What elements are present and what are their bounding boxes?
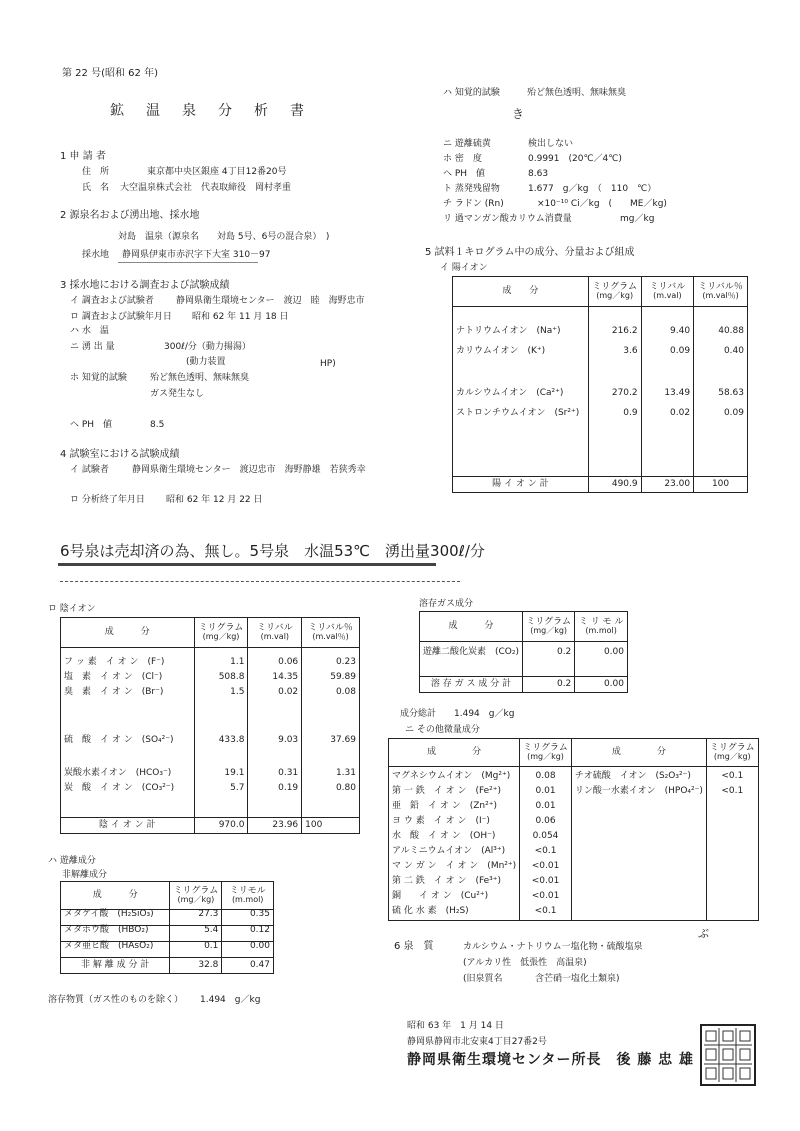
field-ph: 8.5 (150, 420, 165, 430)
table-row: マグネシウムイオン (Mg²⁺) (392, 771, 511, 781)
radon: ×10⁻¹⁰ Ci／kg ( ME／kg) (528, 199, 667, 209)
cation-header-mg-unit: (mg／kg) (596, 290, 634, 300)
table-cell: 0.23 (335, 657, 356, 667)
section1-heading: 1 申 請 者 (60, 151, 106, 162)
lab-sensory: 殆ど無色透明、無味無臭 (527, 88, 627, 98)
free-sulfur: 検出しない (528, 139, 574, 149)
anion-header-mval: ミリバル (256, 622, 293, 633)
table-row: アルミニウムイオン (Al³⁺) (392, 846, 506, 856)
table-cell: 0.12 (222, 926, 274, 942)
old-quality: 含芒硝一塩化土類泉) (535, 974, 620, 984)
gas-total-mg: 0.2 (523, 677, 575, 693)
field-date-label: ロ 調査および試験年月日 (70, 312, 172, 322)
table-row: メタ亜ヒ酸 (HAsO₂) (61, 942, 170, 958)
applicant-name: 大空温泉株式会社 代表取締役 岡村孝重 (120, 183, 292, 193)
cation-label: イ 陽イオン (440, 263, 488, 273)
table-cell: 0.02 (278, 687, 299, 697)
official-seal (700, 1024, 756, 1086)
table-cell: 0.80 (335, 783, 356, 793)
document-number: 第 22 号(昭和 62 年) (62, 68, 158, 79)
table-row: メタケイ酸 (H₂SiO₃) (61, 910, 170, 926)
field-tester: 静岡県衛生環境センター 渡辺 睦 海野忠市 (176, 296, 365, 306)
table-cell: 0.01 (535, 786, 556, 796)
spring-source-name: 対島 温泉（源泉名 対島 5号、6号の混合泉） ) (118, 232, 330, 242)
anion-total-pct: 100 (302, 818, 360, 834)
table-cell: 270.2 (611, 388, 638, 398)
table-row: チオ硫酸 イオン (S₂O₃²⁻) (574, 771, 691, 781)
cation-header-mvalpct-unit: (m.val％) (702, 290, 739, 300)
free-sulfur-label: ニ 遊離硫黄 (443, 139, 491, 149)
table-cell: 0.09 (670, 346, 691, 356)
undissociated-label: 非解離成分 (62, 870, 108, 880)
table-cell: 0.06 (278, 657, 299, 667)
undissociated-header-mmol: ミリモル (229, 885, 266, 896)
table-cell: 0.02 (670, 408, 691, 418)
anion-total-mg: 970.0 (194, 818, 248, 834)
table-cell: 0.054 (532, 831, 559, 841)
anion-header-mval-unit: (m.val) (260, 631, 290, 641)
applicant-address-label: 住 所 (82, 167, 110, 177)
spring-quality: カルシウム・ナトリウム一塩化物・硫酸塩泉 (463, 942, 643, 952)
anion-label: ロ 陰イオン (48, 604, 96, 614)
table-cell: <0.01 (531, 891, 560, 901)
gas-generation: ガス発生なし (150, 389, 205, 399)
seal-grid-icon (702, 1026, 754, 1084)
table-row: 炭 酸 イ オ ン (CO₃²⁻) (64, 783, 175, 793)
section4-heading: 4 試験室における試験成績 (60, 449, 180, 460)
sampling-location: 静岡県伊東市赤沢字下大室 310－97 (122, 250, 271, 260)
cation-total-mval: 23.00 (641, 477, 693, 493)
table-cell: 27.3 (170, 910, 222, 926)
kmno4-consumption: mg／kg (620, 214, 655, 224)
table-cell: <0.1 (534, 906, 557, 916)
dissolved-gas-label: 溶存ガス成分 (419, 599, 474, 609)
margin-mark: き (512, 107, 525, 121)
gas-header-mmol-unit: (m.mol) (585, 625, 617, 635)
anion-header-mg: ミリグラム (198, 622, 244, 633)
table-row: フ ッ 素 イ オ ン (F⁻) (64, 657, 165, 667)
table-cell: 37.69 (330, 735, 356, 745)
table-cell: 58.63 (718, 388, 744, 398)
flow-rate: 300ℓ/分（動力揚湯） (164, 342, 251, 352)
gas-header-mmol: ミ リ モ ル (578, 616, 624, 627)
cation-header-mval-unit: (m.val) (653, 290, 682, 300)
table-row: 第 一 鉄 イ オ ン (Fe²⁺) (392, 786, 502, 796)
lab-sensory-label: ハ 知覚的試験 (443, 88, 500, 98)
table-cell: 0.2 (523, 642, 575, 677)
table-cell: 19.1 (224, 768, 245, 778)
anion-total-mval: 23.96 (248, 818, 302, 834)
cation-total-mg: 490.9 (588, 477, 641, 493)
trace-components-table (388, 738, 759, 921)
table-cell: 0.08 (335, 687, 356, 697)
gas-total-mmol: 0.00 (575, 677, 628, 693)
spring-quality-label: 6 泉 質 (394, 941, 434, 952)
density-label: ホ 密 度 (443, 154, 482, 164)
trace-header-mg-unit-left: (mg／kg) (527, 751, 564, 761)
density: 0.9991 (20℃／4℃) (528, 154, 622, 164)
table-cell: <0.1 (534, 846, 557, 856)
trace-header-component-right: 成 分 (571, 739, 706, 767)
trace-header-mg-right: ミリグラム (709, 742, 755, 753)
total-components: 成分総計 1.494 g／kg (400, 709, 515, 719)
undissociated-header-mg-unit: (mg／kg) (177, 894, 215, 904)
table-cell: 1.1 (230, 657, 245, 667)
lab-ph-label: ヘ PH 値 (443, 169, 486, 179)
table-cell: 0.08 (535, 771, 556, 781)
table-cell: 0.06 (535, 816, 556, 826)
document-title: 鉱温泉分析書 (110, 103, 326, 119)
sensory-test: 殆ど無色透明、無味無臭 (150, 373, 250, 383)
trace-header-component-left: 成 分 (389, 739, 520, 767)
table-row: メタホウ酸 (HBO₂) (61, 926, 170, 942)
table-cell: 9.03 (278, 735, 299, 745)
field-ph-label: ヘ PH 値 (70, 420, 113, 430)
table-row: 塩 素 イ オ ン (Cl⁻) (64, 672, 163, 682)
evaporation-residue: 1.677 g／kg （ 110 ℃） (528, 184, 657, 194)
table-row: 硫 化 水 素 (H₂S) (392, 906, 469, 916)
gas-header-component: 成 分 (420, 612, 523, 642)
cation-total-pct: 100 (694, 477, 748, 493)
sampling-location-label: 採水地 (82, 250, 110, 260)
table-cell: 0.31 (278, 768, 299, 778)
table-row: ストロンチウムイオン (Sr²⁺) (456, 408, 580, 418)
table-cell: 216.2 (611, 326, 638, 336)
field-date: 昭和 62 年 11 月 18 日 (192, 312, 289, 322)
lab-tester: 静岡県衛生環境センター 渡辺忠市 海野静雄 若狭秀幸 (132, 465, 366, 475)
table-cell: 508.8 (218, 672, 245, 682)
table-row: カリウムイオン (K⁺) (456, 346, 546, 356)
table-cell: 9.40 (670, 326, 691, 336)
trace-header-mg-left: ミリグラム (523, 742, 568, 753)
table-cell: 1.31 (335, 768, 356, 778)
undissociated-header-mmol-unit: (m.mol) (231, 894, 264, 904)
table-cell: <0.1 (721, 786, 744, 796)
free-components-label: ハ 遊離成分 (48, 856, 96, 866)
table-cell: 0.40 (723, 346, 744, 356)
issue-date: 昭和 63 年 1 月 14 日 (407, 1021, 504, 1031)
gas-header-mg: ミリグラム (526, 616, 572, 627)
undissociated-total-label: 非 解 離 成 分 計 (61, 958, 170, 974)
cation-table (452, 276, 748, 493)
table-row: 第 二 鉄 イ オ ン (Fe³⁺) (392, 876, 502, 886)
field-tester-label: イ 調査および試験者 (70, 296, 154, 306)
evaporation-residue-label: ト 蒸発残留物 (443, 184, 500, 194)
undissociated-header-mg: ミリグラム (173, 885, 219, 896)
applicant-name-label: 氏 名 (82, 183, 110, 193)
gas-header-mg-unit: (mg／kg) (530, 625, 568, 635)
table-row: 臭 素 イ オ ン (Br⁻) (64, 687, 164, 697)
table-cell: 13.49 (664, 388, 691, 398)
anion-header-mvalpct: ミリバル％ (308, 622, 353, 633)
trace-header-mg-unit-right: (mg／kg) (713, 751, 751, 761)
trace-components-label: ニ その他微量成分 (405, 725, 480, 735)
power-unit: (動力装置 (186, 357, 226, 367)
table-cell: <0.01 (531, 861, 560, 871)
table-cell: 0.35 (222, 910, 274, 926)
table-cell: <0.01 (531, 876, 560, 886)
table-row: 遊離二酸化炭素 (CO₂) (420, 642, 523, 677)
gas-total-label: 溶 存 ガ ス 成 分 計 (420, 677, 523, 693)
analysis-date-label: ロ 分析終了年月日 (70, 495, 145, 505)
sensory-test-label: ホ 知覚的試験 (70, 373, 127, 383)
cation-header-component: 成 分 (453, 277, 589, 307)
table-cell: 0.9 (623, 408, 638, 418)
section3-heading: 3 採水地における調査および試験成績 (60, 280, 230, 291)
table-cell: <0.1 (721, 771, 744, 781)
water-temp-label: ハ 水 温 (70, 326, 109, 336)
dissolved-matter-label: 溶存物質（ガス性のものを除く） (48, 995, 184, 1005)
anion-header-mg-unit: (mg／kg) (202, 631, 240, 641)
lab-tester-label: イ 試験者 (70, 465, 109, 475)
spring-quality-sub: (アルカリ性 低張性 高温泉) (463, 958, 587, 968)
dissolved-matter: 1.494 g／kg (200, 995, 261, 1005)
table-row: 硫 酸 イ オ ン (SO₄²⁻) (64, 735, 174, 745)
table-cell: 0.09 (723, 408, 744, 418)
table-row: カルシウムイオン (Ca²⁺) (456, 388, 564, 398)
table-row: 亜 鉛 イ オ ン (Zn²⁺) (392, 801, 497, 811)
table-row: マ ン ガ ン イ オ ン (Mn²⁺) (392, 861, 517, 871)
table-cell: 59.89 (330, 672, 356, 682)
kmno4-consumption-label: リ 過マンガン酸カリウム消費量 (443, 214, 572, 224)
handwritten-note: 6号泉は売却済の為、無し。5号泉 水温53℃ 湧出量300ℓ/分 (60, 542, 485, 560)
table-row: 炭酸水素イオン (HCO₃⁻) (64, 768, 172, 778)
table-cell: 0.00 (575, 642, 628, 677)
table-cell: 0.00 (222, 942, 274, 958)
anion-header-component: 成 分 (61, 618, 195, 648)
cation-header-mg: ミリグラム (592, 281, 638, 292)
radon-label: チ ラドン (Rn) (443, 199, 504, 209)
horsepower-unit: HP) (320, 359, 336, 369)
undissociated-total-mmol: 0.47 (222, 958, 274, 974)
table-cell: 0.19 (278, 783, 299, 793)
table-cell: 3.6 (623, 346, 638, 356)
table-row: ヨ ウ 素 イ オ ン (I⁻) (392, 816, 490, 826)
margin-mark-right: ぶ (698, 927, 709, 940)
cation-header-mvalpct: ミリバル％ (698, 281, 743, 292)
table-cell: 5.7 (230, 783, 245, 793)
undissociated-table (60, 881, 274, 974)
table-cell: 5.4 (170, 926, 222, 942)
undissociated-total-mg: 32.8 (170, 958, 222, 974)
old-quality-label: (旧泉質名 (463, 974, 503, 984)
issuer-signature: 静岡県衛生環境センター所長 後 藤 忠 雄 (407, 1052, 695, 1068)
anion-header-mvalpct-unit: (m.val％) (312, 631, 349, 641)
table-row: 水 酸 イ オ ン (OH⁻) (392, 831, 496, 841)
cation-header-mval: ミリバル (649, 281, 686, 292)
table-cell: 14.35 (272, 672, 299, 682)
table-row: ナトリウムイオン (Na⁺) (456, 326, 561, 336)
applicant-address: 東京都中央区銀座 4丁目12番20号 (147, 167, 287, 177)
anion-total-label: 陰 イ オ ン 計 (61, 818, 195, 834)
undissociated-header-component: 成 分 (61, 882, 170, 910)
table-cell: 40.88 (718, 326, 744, 336)
table-cell: 0.1 (170, 942, 222, 958)
table-cell: 433.8 (218, 735, 245, 745)
cation-total-label: 陽 イ オ ン 計 (453, 477, 589, 493)
dissolved-gas-table (419, 611, 628, 693)
section2-heading: 2 源泉名および湧出地、採水地 (60, 210, 200, 221)
table-cell: 0.01 (535, 801, 556, 811)
table-row: 銅 イ オ ン (Cu²⁺) (392, 891, 489, 901)
table-row: リン酸一水素イオン (HPO₄²⁻) (574, 786, 703, 796)
flow-rate-label: ニ 湧 出 量 (70, 342, 115, 352)
anion-table (60, 617, 360, 834)
lab-ph: 8.63 (528, 169, 549, 179)
section5-heading: 5 試料１キログラム中の成分、分量および組成 (425, 247, 635, 258)
issuer-address: 静岡県静岡市北安東4丁目27番2号 (407, 1037, 547, 1047)
table-cell: 1.5 (230, 687, 245, 697)
analysis-date: 昭和 62 年 12 月 22 日 (166, 495, 263, 505)
